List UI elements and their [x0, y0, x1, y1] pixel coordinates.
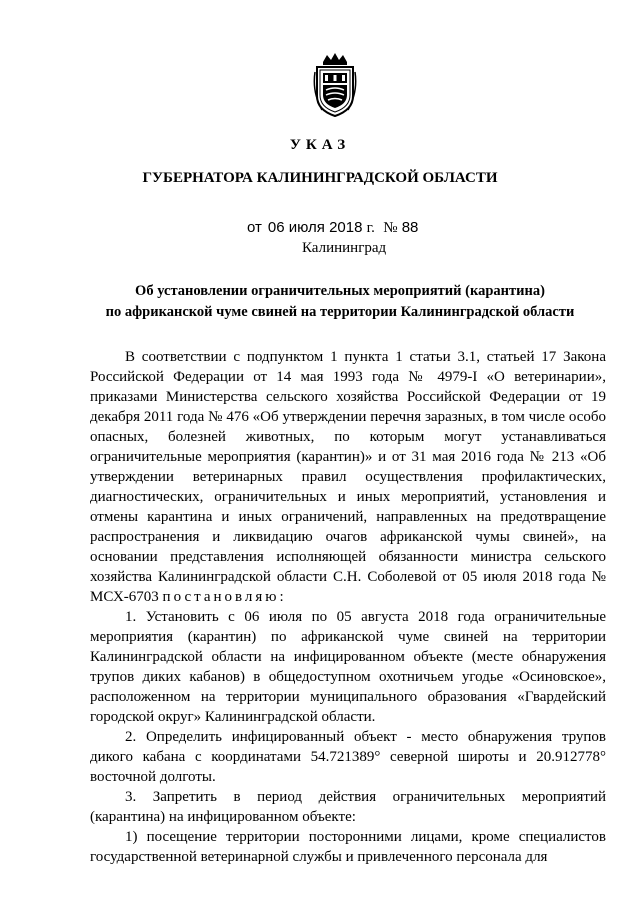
intro-text: В соответствии с подпунктом 1 пункта 1 статьи 3.1, статьей 17 Закона Российской Федерации от 14 мая 1993 года № 4979-I «О ветеринарии», приказами Министерства сельского хозяйства Российской Федерации от 19 декабря 2011 года № 476 «Об утверждении перечня заразных, в том числе особо опасных, болезней животных, по которым могут устанавливаться ограничительные мероприятия (карантин)» и от 31 мая 2016 года № 213 «Об утверждении ветеринарных правил осуществления профилактических, диагностических, ограничительных и иных мероприятий, установления и отмены карантина и иных ограничений, направленных на предотвращение распространения и ликвидацию очагов африканской чумы свиней», на основании представления исполняющей обязанности министра сельского хозяйства Калининградской области С.Н. Соболевой от 05 июля 2018 года № МСХ-6703	[90, 349, 606, 605]
decree-date-line	[247, 219, 418, 237]
paragraph-1: 1. Установить с 06 июля по 05 августа 2018 года ограничительные мероприятия (карантин) по африканской чуме свиней на территории Калининградской области на инфицированном объекте (месте обнаружения трупов диких кабанов) в общедоступном охотничьем угодье «Осиновское», расположенном на территории муниципального образования «Гвардейский городской округ» Калининградской области.	[90, 609, 606, 725]
decree-keyword: постановляю:	[162, 589, 287, 605]
paragraph-2: 2. Определить инфицированный объект - место обнаружения трупов дикого кабана с координатами 54.721389° северной широты и 20.912778° восточной долготы.	[90, 729, 606, 785]
number-sign: №	[383, 220, 398, 236]
date-suffix: г.	[366, 220, 375, 236]
document-title-line-2: по африканской чуме свиней на территории Калининградской области	[105, 304, 575, 320]
document-body	[90, 347, 606, 867]
document-title	[90, 281, 590, 323]
paragraph-3-item-1: 1) посещение территории посторонними лицами, кроме специалистов государственной ветеринарной службы и привлеченного персонала для	[90, 829, 606, 865]
coat-of-arms-icon	[312, 52, 358, 118]
decree-heading: УКАЗ	[289, 137, 351, 153]
date-value: 06 июля 2018	[267, 219, 363, 236]
intro-paragraph	[90, 347, 606, 607]
decree-number: 88	[401, 219, 419, 236]
document-title-line-1: Об установлении ограничительных мероприятий (карантина)	[135, 283, 545, 299]
paragraph-3: 3. Запретить в период действия ограничительных мероприятий (карантина) на инфицированном объекте:	[90, 789, 606, 825]
decree-city: Калининград	[302, 240, 387, 256]
date-prefix: от	[247, 219, 262, 236]
decree-issuer: ГУБЕРНАТОРА КАЛИНИНГРАДСКОЙ ОБЛАСТИ	[142, 170, 498, 186]
